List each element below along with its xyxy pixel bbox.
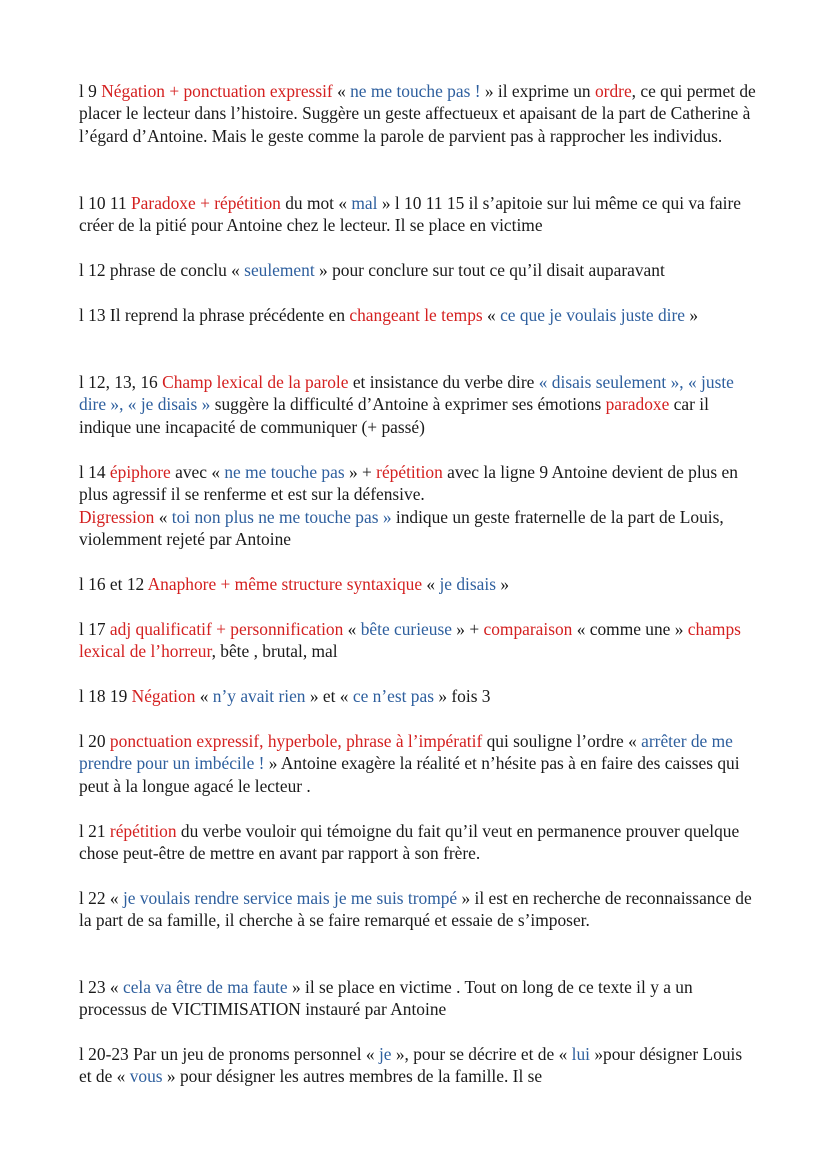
text-run: » +: [344, 462, 377, 482]
text-run: du verbe vouloir qui témoigne du fait qu’il veut en permanence prouver quelque chose peut-être de mettre en avant par rapport à son frère.: [79, 821, 740, 864]
note-line-22: [79, 887, 759, 932]
text-run: je: [378, 1044, 392, 1064]
text-run: » il est en recherche de reconnaissance de la part de sa famille, il cherche à se faire remarqué et essaie de s’imposer.: [79, 888, 752, 931]
text-run: l 14: [79, 462, 110, 482]
text-run: Paradoxe + répétition: [131, 193, 281, 213]
text-run: « comme une »: [572, 619, 688, 639]
text-run: l 17: [79, 619, 110, 639]
text-run: ce n’est pas: [352, 686, 434, 706]
text-run: mal: [351, 193, 378, 213]
text-run: car il indique une incapacité de communiquer (+ passé): [79, 394, 709, 437]
text-run: l 23 «: [79, 977, 123, 997]
note-line-10-11: [79, 192, 759, 237]
text-run: ordre: [594, 81, 632, 101]
text-run: toi non plus ne me touche pas »: [171, 506, 392, 527]
text-run: l 18 19: [79, 686, 132, 706]
text-run: » pour désigner les autres membres de la famille. Il se: [162, 1066, 543, 1087]
text-run: champs lexical de l’horreur: [79, 619, 741, 662]
text-run: , bête , brutal, mal: [211, 641, 338, 662]
note-lines-18-19: [79, 685, 759, 707]
note-lines-12-13-16: [79, 371, 759, 438]
text-run: l 10 11: [79, 193, 132, 213]
text-run: ne me touche pas: [224, 462, 345, 482]
text-run: l 16 et 12: [79, 574, 148, 594]
text-run: , ce qui permet de placer le lecteur dans l’histoire. Suggère un geste affectueux et apaisant de la part de Catherine à l’égard d’Antoine. Mais le geste comme la parole de parvient pas à rapprocher les individus.: [79, 81, 756, 146]
text-run: l 20-23 Par un jeu de pronoms personnel «: [79, 1044, 379, 1064]
text-run: »: [685, 305, 699, 325]
text-run: l 21: [79, 821, 110, 841]
text-run: indique un geste fraternelle de la part de Louis, violemment rejeté par Antoine: [79, 506, 724, 550]
text-run: du mot «: [280, 193, 352, 213]
text-run: «: [332, 81, 351, 101]
text-run: répétition: [376, 462, 443, 482]
note-line-9: [79, 80, 759, 147]
text-run: «: [154, 506, 172, 527]
text-run: » il exprime un: [480, 81, 595, 101]
text-run: ne me touche pas !: [350, 81, 481, 101]
text-run: » Antoine exagère la réalité et n’hésite pas à en faire des caisses qui peut à la longue agacé le lecteur .: [79, 753, 740, 796]
text-run: l 12, 13, 16: [79, 372, 163, 392]
text-run: avec «: [170, 462, 225, 482]
note-line-17: [79, 618, 759, 663]
text-run: Négation + ponctuation expressif: [101, 81, 333, 101]
text-run: »pour désigner Louis et de «: [79, 1044, 743, 1087]
text-run: » l 10 11 15 il s’apitoie sur lui même ce qui va faire créer de la pitié pour Antoine chez le lecteur. Il se place en victime: [79, 193, 741, 236]
text-run: » +: [451, 619, 484, 639]
text-run: arrêter de me prendre pour un imbécile !: [79, 731, 733, 774]
text-run: l 9: [79, 81, 102, 101]
text-run: », pour se décrire et de «: [391, 1044, 572, 1064]
text-run: adj qualificatif + personnification: [109, 619, 344, 639]
text-run: » fois 3: [433, 686, 491, 706]
text-run: « disais seulement », « juste dire », « je disais »: [79, 372, 734, 415]
text-run: lui: [571, 1044, 590, 1064]
note-line-21: [79, 820, 759, 865]
text-run: je disais: [439, 574, 496, 594]
text-run: » il se place en victime . Tout on long de ce texte il y a un processus de VICTIMISATION instauré par Antoine: [79, 977, 693, 1020]
text-run: «: [422, 574, 440, 594]
text-run: » pour conclure sur tout ce qu’il disait auparavant: [314, 260, 665, 280]
text-run: changeant le temps: [349, 305, 483, 325]
note-line-20: [79, 730, 759, 797]
text-run: répétition: [109, 821, 177, 841]
text-run: l 22 «: [79, 888, 123, 908]
text-run: et insistance du verbe dire: [348, 372, 539, 392]
text-run: qui souligne l’ordre «: [482, 731, 642, 751]
text-run: seulement: [244, 260, 315, 280]
text-run: Négation: [131, 686, 196, 706]
text-run: Champ lexical de la parole: [162, 372, 349, 392]
text-run: »: [495, 574, 510, 594]
text-run: l 13 Il reprend la phrase précédente en: [79, 305, 350, 325]
text-run: paradoxe: [605, 394, 670, 415]
note-lines-20-23: [79, 1043, 759, 1088]
text-run: «: [482, 305, 501, 325]
text-run: vous: [129, 1066, 163, 1087]
text-run: cela va être de ma faute: [122, 977, 288, 997]
text-run: avec la ligne 9 Antoine devient de plus en plus agressif il se renferme et est sur la défensive.: [79, 462, 738, 505]
note-line-12: [79, 259, 759, 281]
text-run: ce que je voulais juste dire: [500, 305, 686, 325]
text-run: je voulais rendre service mais je me suis trompé: [122, 888, 458, 908]
text-run: Digression: [79, 506, 155, 527]
text-run: suggère la difficulté d’Antoine à exprimer ses émotions: [210, 394, 606, 415]
text-run: Anaphore + même structure syntaxique: [147, 574, 423, 594]
text-run: n’y avait rien: [212, 686, 306, 706]
text-run: ponctuation expressif, hyperbole, phrase à l’impératif: [109, 731, 483, 751]
text-run: l 12 phrase de conclu «: [79, 260, 245, 280]
text-run: l 20: [79, 731, 110, 751]
text-run: comparaison: [483, 619, 573, 639]
text-run: épiphore: [109, 462, 171, 482]
note-line-13: [79, 304, 759, 326]
note-line-14: [79, 461, 759, 551]
note-line-23: [79, 976, 759, 1021]
text-run: » et «: [305, 686, 353, 706]
text-run: «: [195, 686, 213, 706]
text-run: bête curieuse: [360, 619, 452, 639]
text-run: «: [343, 619, 361, 639]
note-lines-16-12: [79, 573, 759, 595]
